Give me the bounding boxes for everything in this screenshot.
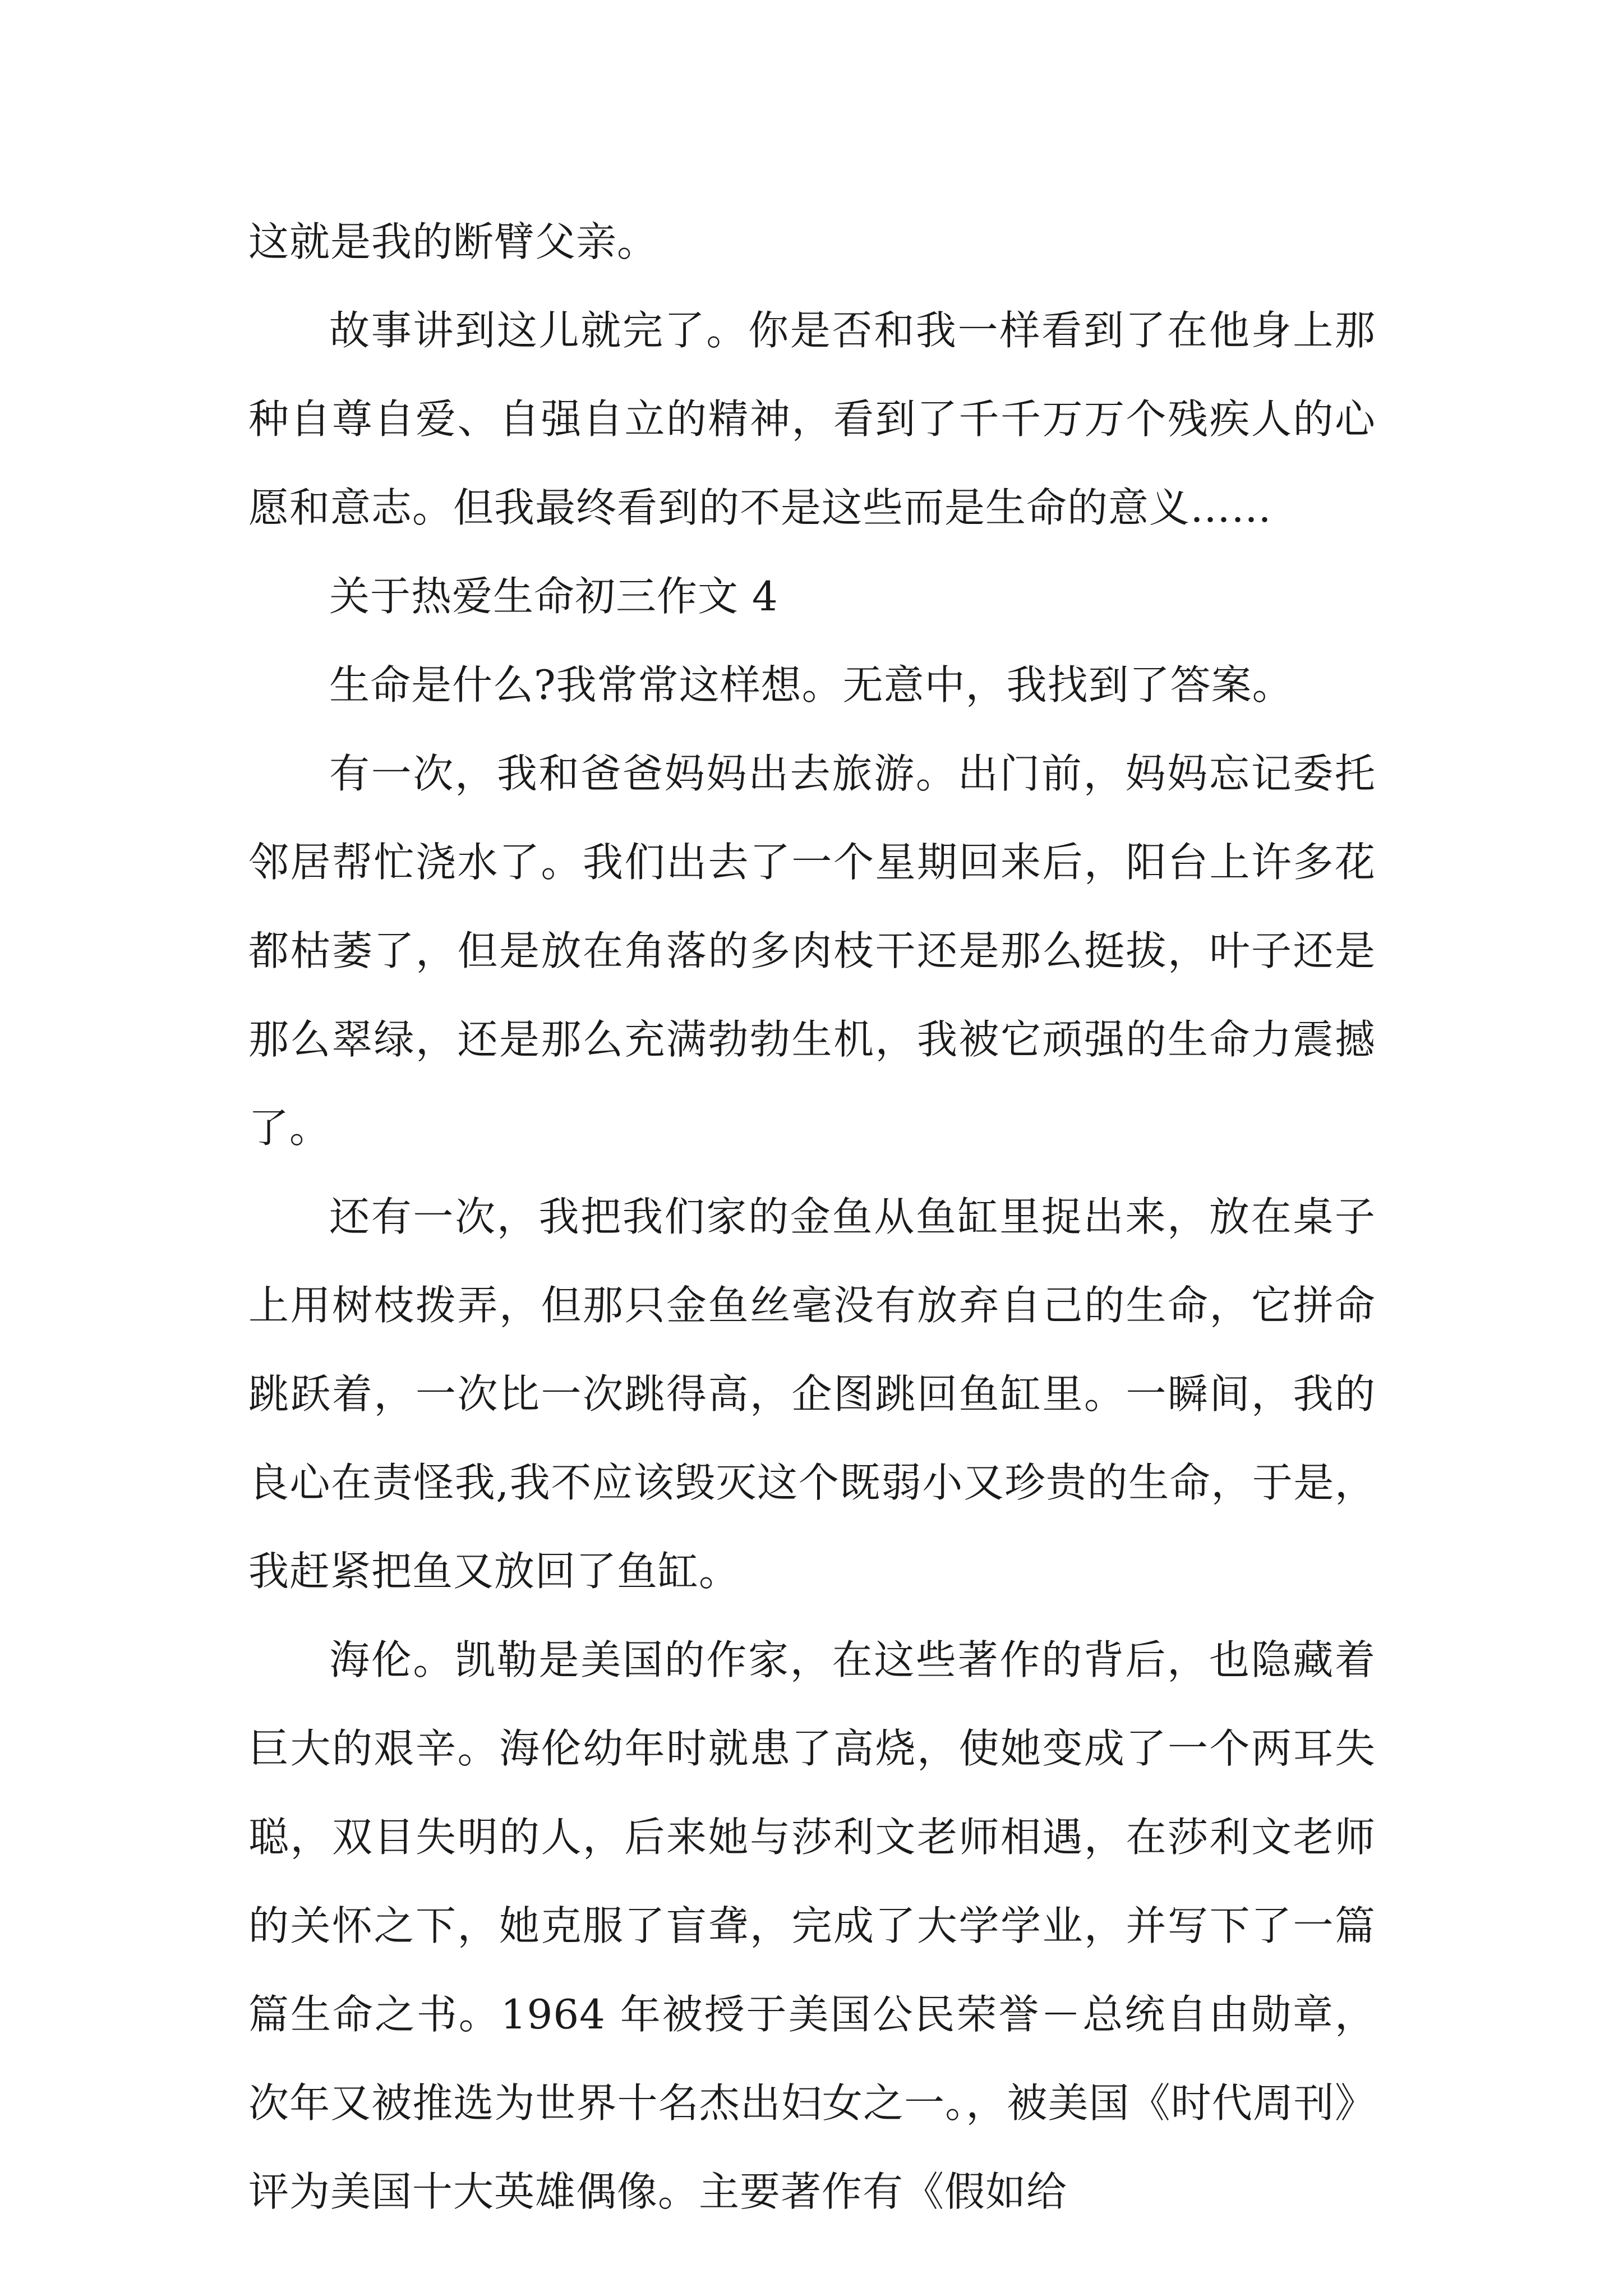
paragraph-3: 生命是什么?我常常这样想。无意中，我找到了答案。 [329,661,1293,708]
paragraph-6: 海伦。凯勒是美国的作家，在这些著作的背后，也隐藏着巨大的艰辛。海伦幼年时就患了高烧，使她变成了一个两耳失聪，双目失明的人，后来她与莎利文老师相遇，在莎利文老师的关怀之下，她克服了盲聋，完成了大学学业，并写下了一篇篇生命之书。1964 年被授于美国公民荣誉－总统自由勋章，次年又被推选为世界十名杰出妇女之一。，被美国《时代周刊》评为美国十大英雄偶像。主要著作有《假如给 [248,1636,1376,2215]
section-heading: 关于热爱生命初三作文 4 [329,573,778,620]
paragraph-5: 还有一次，我把我们家的金鱼从鱼缸里捉出来，放在桌子上用树枝拨弄，但那只金鱼丝毫没有放弃自己的生命，它拼命跳跃着，一次比一次跳得高，企图跳回鱼缸里。一瞬间，我的良心在责怪我,我不应该毁灭这个既弱小又珍贵的生命，于是，我赶紧把鱼又放回了鱼缸。 [248,1193,1376,1595]
paragraph-1: 这就是我的断臂父亲。 [248,218,658,265]
document-body [248,197,1376,2236]
paragraph-2: 故事讲到这儿就完了。你是否和我一样看到了在他身上那种自尊自爱、自强自立的精神，看到了千千万万个残疾人的心愿和意志。但我最终看到的不是这些而是生命的意义…… [248,307,1376,531]
paragraph-4: 有一次，我和爸爸妈妈出去旅游。出门前，妈妈忘记委托邻居帮忙浇水了。我们出去了一个星期回来后，阳台上许多花都枯萎了，但是放在角落的多肉枝干还是那么挺拔，叶子还是那么翠绿，还是那么充满勃勃生机，我被它顽强的生命力震撼了。 [248,750,1376,1152]
